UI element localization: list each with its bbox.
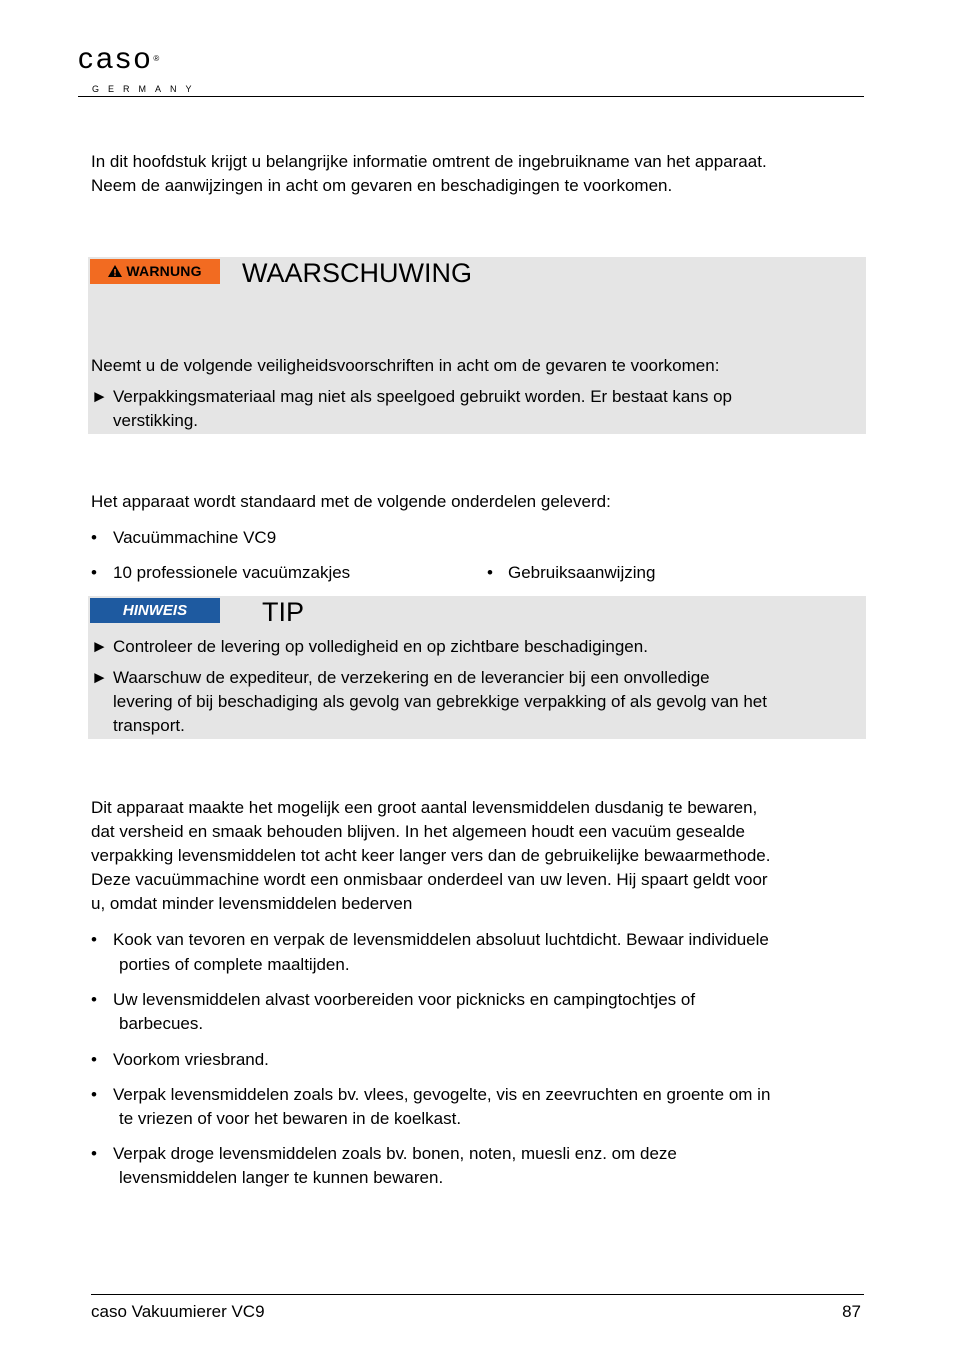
warning-item: ► Verpakkingsmateriaal mag niet als speelgoed gebruikt worden. Er bestaat kans op verstikking. (91, 387, 732, 430)
caso-logo (78, 32, 208, 102)
logo-subtitle: GERMANY (92, 84, 201, 94)
bullet-icon: • (91, 930, 97, 949)
warning-badge (90, 259, 220, 284)
intro-line-2: Neem de aanwijzingen in acht om gevaren en beschadigingen te voorkomen. (91, 176, 673, 195)
bullet-icon: • (91, 1050, 97, 1069)
usage-bullet: • Voorkom vriesbrand. (91, 1048, 269, 1072)
warning-triangle-icon (108, 263, 126, 279)
delivery-item: • Gebruiksaanwijzing (487, 561, 655, 585)
usage-bullet: • Kook van tevoren en verpak de levensmiddelen absoluut luchtdicht. Bewaar individuele porties of complete maaltijden. (91, 930, 769, 974)
warning-title: WAARSCHUWING (242, 258, 472, 288)
bullet-icon: • (91, 1085, 97, 1104)
delivery-lead: Het apparaat wordt standaard met de volgende onderdelen geleverd: (91, 492, 611, 511)
bullet-icon: • (91, 563, 97, 582)
delivery-item: • 10 professionele vacuümzakjes (91, 561, 350, 585)
warning-badge-label: WARNUNG (126, 263, 202, 279)
usage-bullet: • Verpak levensmiddelen zoals bv. vlees, gevogelte, vis en zeevruchten en groente om in te vriezen of voor het bewaren in de koelkast. (91, 1085, 771, 1128)
logo-wordmark: caso® (78, 42, 160, 75)
bullet-icon: • (91, 990, 97, 1009)
bullet-icon: • (91, 1144, 97, 1163)
page-number: 87 (842, 1302, 861, 1321)
warning-lead: Neemt u de volgende veiligheidsvoorschriften in acht om de gevaren te voorkomen: (91, 356, 720, 375)
tip-item: ► Waarschuw de expediteur, de verzekering en de leverancier bij een onvolledige levering of bij beschadiging als gevolg van gebrekkige verpakking of als gevolg van het transport. (91, 668, 767, 735)
usage-bullet: • Verpak droge levensmiddelen zoals bv. bonen, noten, muesli enz. om deze levensmiddelen langer te kunnen bewaren. (91, 1144, 677, 1187)
intro-line-1: In dit hoofdstuk krijgt u belangrijke informatie omtrent de ingebruikname van het apparaat. (91, 152, 767, 171)
arrow-marker-icon: ► (91, 668, 108, 687)
bullet-icon: • (487, 563, 493, 582)
tip-badge: HINWEIS (90, 598, 220, 623)
tip-item: ► Controleer de levering op volledigheid en op zichtbare beschadigingen. (91, 635, 648, 659)
footer-rule (91, 1294, 864, 1295)
usage-bullet: • Uw levensmiddelen alvast voorbereiden voor picknicks en campingtochtjes of barbecues. (91, 990, 696, 1033)
bullet-icon: • (91, 528, 97, 547)
arrow-marker-icon: ► (91, 387, 108, 406)
arrow-marker-icon: ► (91, 637, 108, 656)
tip-title: TIP (262, 597, 305, 627)
header-rule (78, 96, 864, 97)
delivery-item: • Vacuümmachine VC9 (91, 526, 276, 550)
footer-title: caso Vakuumierer VC9 (91, 1302, 265, 1321)
usage-paragraph: Dit apparaat maakte het mogelijk een groot aantal levensmiddelen dusdanig te bewaren, dat versheid en smaak behouden blijven. In het algemeen houdt een vacuüm gesealde verpakking levensmiddelen tot acht keer langer vers dan de gebruikelijke bewaarmethode. Deze vacuümmachine wordt een onmisbaar onderdeel van uw leven. Hij spaart geldt voor u, omdat minder levensmiddelen bederven (91, 798, 771, 913)
